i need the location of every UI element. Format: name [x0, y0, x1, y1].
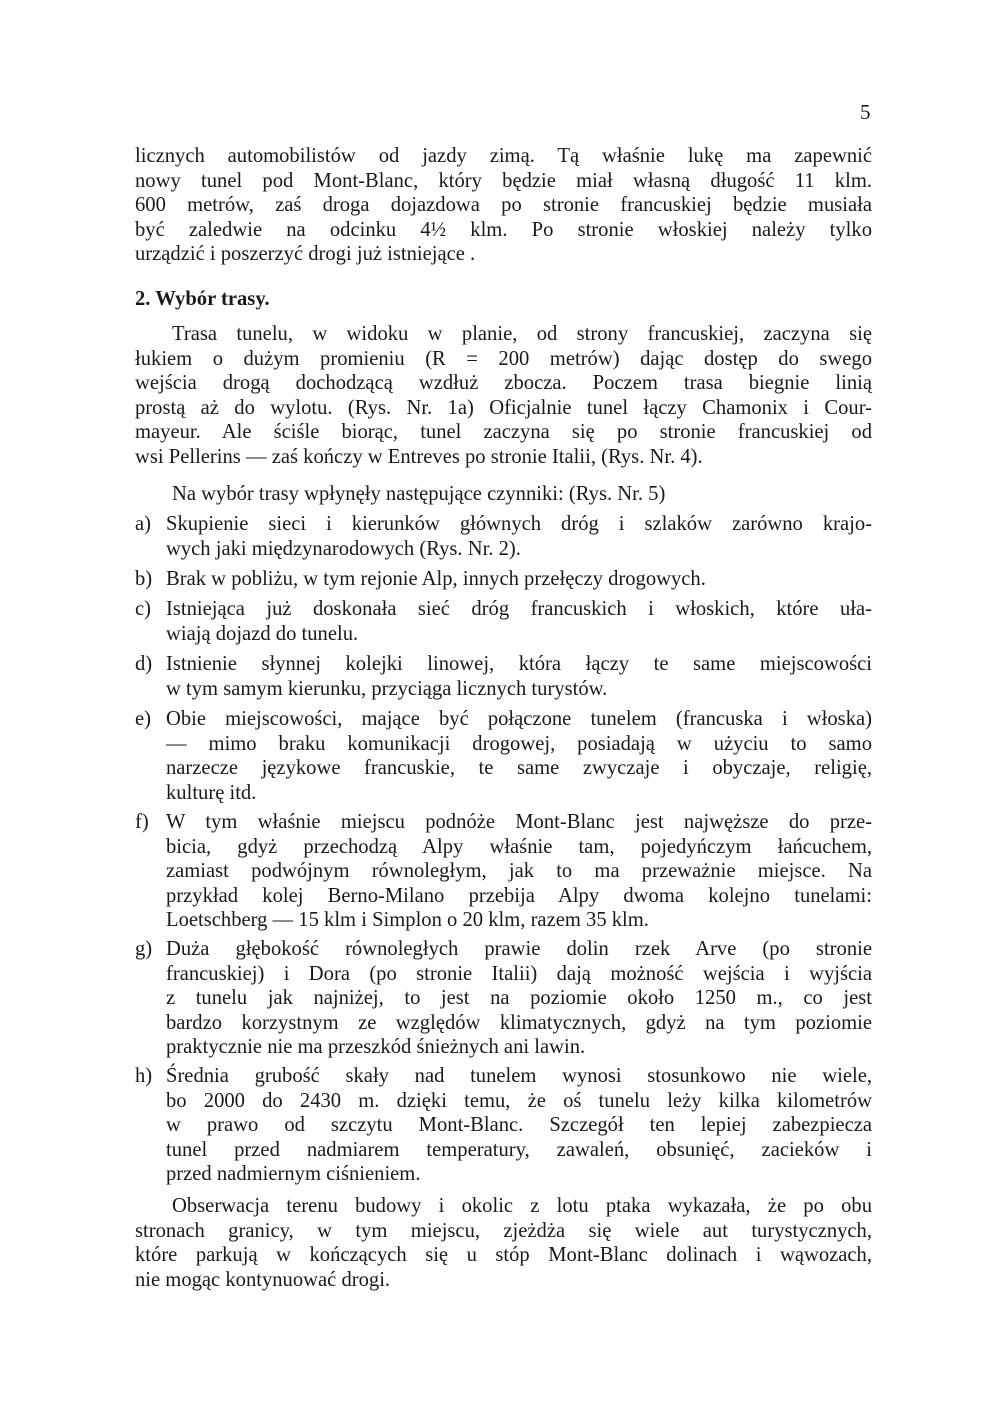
- text-line: kulturę itd.: [166, 781, 257, 804]
- factor-item-h: [135, 1064, 872, 1187]
- text-line: francuskiej) i Dora (po stronie Italii) dają możność wejścia i wyjścia: [166, 962, 872, 985]
- text-line: Obie miejscowości, mające być połączone tunelem (francuska i włoska): [166, 708, 872, 730]
- factor-item-c: [135, 597, 872, 646]
- text-line: licznych automobilistów od jazdy zimą. Tą właśnie lukę ma zapewnić: [135, 145, 872, 167]
- factor-item-d: [135, 652, 872, 701]
- text-line: narzecze językowe francuskie, te same zwyczaje i obyczaje, religię,: [166, 757, 872, 780]
- section-heading: 2. Wybór trasy.: [135, 288, 270, 310]
- text-line: przed nadmiernym ciśnieniem.: [166, 1163, 421, 1186]
- closing-paragraph: [135, 1194, 872, 1292]
- text-line: tunel przed nadmiarem temperatury, zawaleń, obsunięć, zacieków i: [166, 1138, 872, 1161]
- item-label: h): [135, 1065, 153, 1087]
- text-line: wsi Pellerins — zaś kończy w Entreves po stronie Italii, (Rys. Nr. 4).: [135, 445, 703, 468]
- factors-intro: [135, 482, 872, 507]
- factor-item-a: [135, 512, 872, 561]
- text-line: Brak w pobliżu, w tym rejonie Alp, innych przełęczy drogowych.: [166, 568, 706, 590]
- text-line: W tym właśnie miejscu podnóże Mont-Blanc jest najwęższe do prze-: [166, 811, 872, 833]
- text-line: Loetschberg — 15 klm i Simplon o 20 klm, razem 35 klm.: [166, 909, 649, 932]
- text-line: Obserwacja terenu budowy i okolic z lotu ptaka wykazała, że po obu: [172, 1195, 872, 1217]
- factor-item-e: [135, 707, 872, 805]
- page-number: 5: [860, 100, 871, 124]
- text-line: być zaledwie na odcinku 4½ klm. Po stronie włoskiej należy tylko: [135, 218, 872, 241]
- text-line: bo 2000 do 2430 m. dzięki temu, że oś tunelu leży kilka kilometrów: [166, 1089, 872, 1112]
- text-line: — mimo braku komunikacji drogowej, posiadają w użyciu to samo: [166, 732, 872, 755]
- item-label: e): [135, 708, 151, 730]
- text-line: w prawo od szczytu Mont-Blanc. Szczegół ten lepiej zabezpiecza: [166, 1114, 872, 1137]
- item-label: c): [135, 598, 151, 620]
- text-line: stronach granicy, w tym miejscu, zjeżdża się wiele aut turystycznych,: [135, 1219, 872, 1242]
- text-line: nowy tunel pod Mont-Blanc, który będzie miał własną długość 11 klm.: [135, 169, 872, 192]
- factor-item-f: [135, 810, 872, 933]
- text-line: Istniejąca już doskonała sieć dróg francuskich i włoskich, które uła-: [166, 598, 872, 620]
- text-line: zamiast podwójnym równoległym, jak to ma przeważnie miejsce. Na: [166, 860, 872, 883]
- item-label: b): [135, 568, 153, 590]
- text-line: w tym samym kierunku, przyciąga licznych turystów.: [166, 677, 608, 700]
- item-label: f): [135, 811, 149, 833]
- factor-item-g: [135, 937, 872, 1060]
- text-line: urządzić i poszerzyć drogi już istniejące .: [135, 243, 476, 266]
- text-line: 600 metrów, zaś droga dojazdowa po stronie francuskiej będzie musiała: [135, 194, 872, 217]
- text-line: które parkują w kończących się u stóp Mont-Blanc dolinach i wąwozach,: [135, 1244, 872, 1267]
- text-line: wiają dojazd do tunelu.: [166, 622, 359, 645]
- text-line: Duża głębokość równoległych prawie dolin rzek Arve (po stronie: [166, 938, 872, 960]
- text-line: z tunelu jak najniżej, to jest na poziomie około 1250 m., co jest: [166, 987, 872, 1010]
- factor-item-b: [135, 567, 872, 592]
- text-line: Trasa tunelu, w widoku w planie, od strony francuskiej, zaczyna się: [172, 323, 872, 345]
- intro-paragraph: [135, 144, 872, 267]
- text-line: wejścia drogą dochodzącą wzdłuż zbocza. Poczem trasa biegnie linią: [135, 372, 872, 395]
- item-label: a): [135, 513, 151, 535]
- item-label: d): [135, 653, 153, 675]
- text-line: mayeur. Ale ściśle biorąc, tunel zaczyna się po stronie francuskiej od: [135, 421, 872, 444]
- text-line: łukiem o dużym promieniu (R = 200 metrów) dając dostęp do swego: [135, 347, 872, 370]
- text-line: Na wybór trasy wpłynęły następujące czynniki: (Rys. Nr. 5): [172, 483, 666, 505]
- text-line: prostą aż do wylotu. (Rys. Nr. 1a) Oficjalnie tunel łączy Chamonix i Cour-: [135, 396, 872, 419]
- text-line: Średnia grubość skały nad tunelem wynosi stosunkowo nie wiele,: [166, 1065, 872, 1087]
- text-line: przykład kolej Berno-Milano przebija Alpy dwoma kolejno tunelami:: [166, 884, 872, 907]
- text-line: wych jaki międzynarodowych (Rys. Nr. 2).: [166, 537, 521, 560]
- route-paragraph: [135, 322, 872, 470]
- text-line: bicia, gdyż przechodzą Alpy właśnie tam, pojedyńczym łańcuchem,: [166, 835, 872, 858]
- text-line: nie mogąc kontynuować drogi.: [135, 1268, 391, 1291]
- item-label: g): [135, 938, 153, 960]
- text-line: Istnienie słynnej kolejki linowej, która łączy te same miejscowości: [166, 653, 872, 675]
- text-line: Skupienie sieci i kierunków głównych dróg i szlaków zarówno krajo-: [166, 513, 872, 535]
- text-line: bardzo korzystnym ze względów klimatycznych, gdyż na tym poziomie: [166, 1011, 872, 1034]
- text-line: praktycznie nie ma przeszkód śnieżnych ani lawin.: [166, 1036, 586, 1059]
